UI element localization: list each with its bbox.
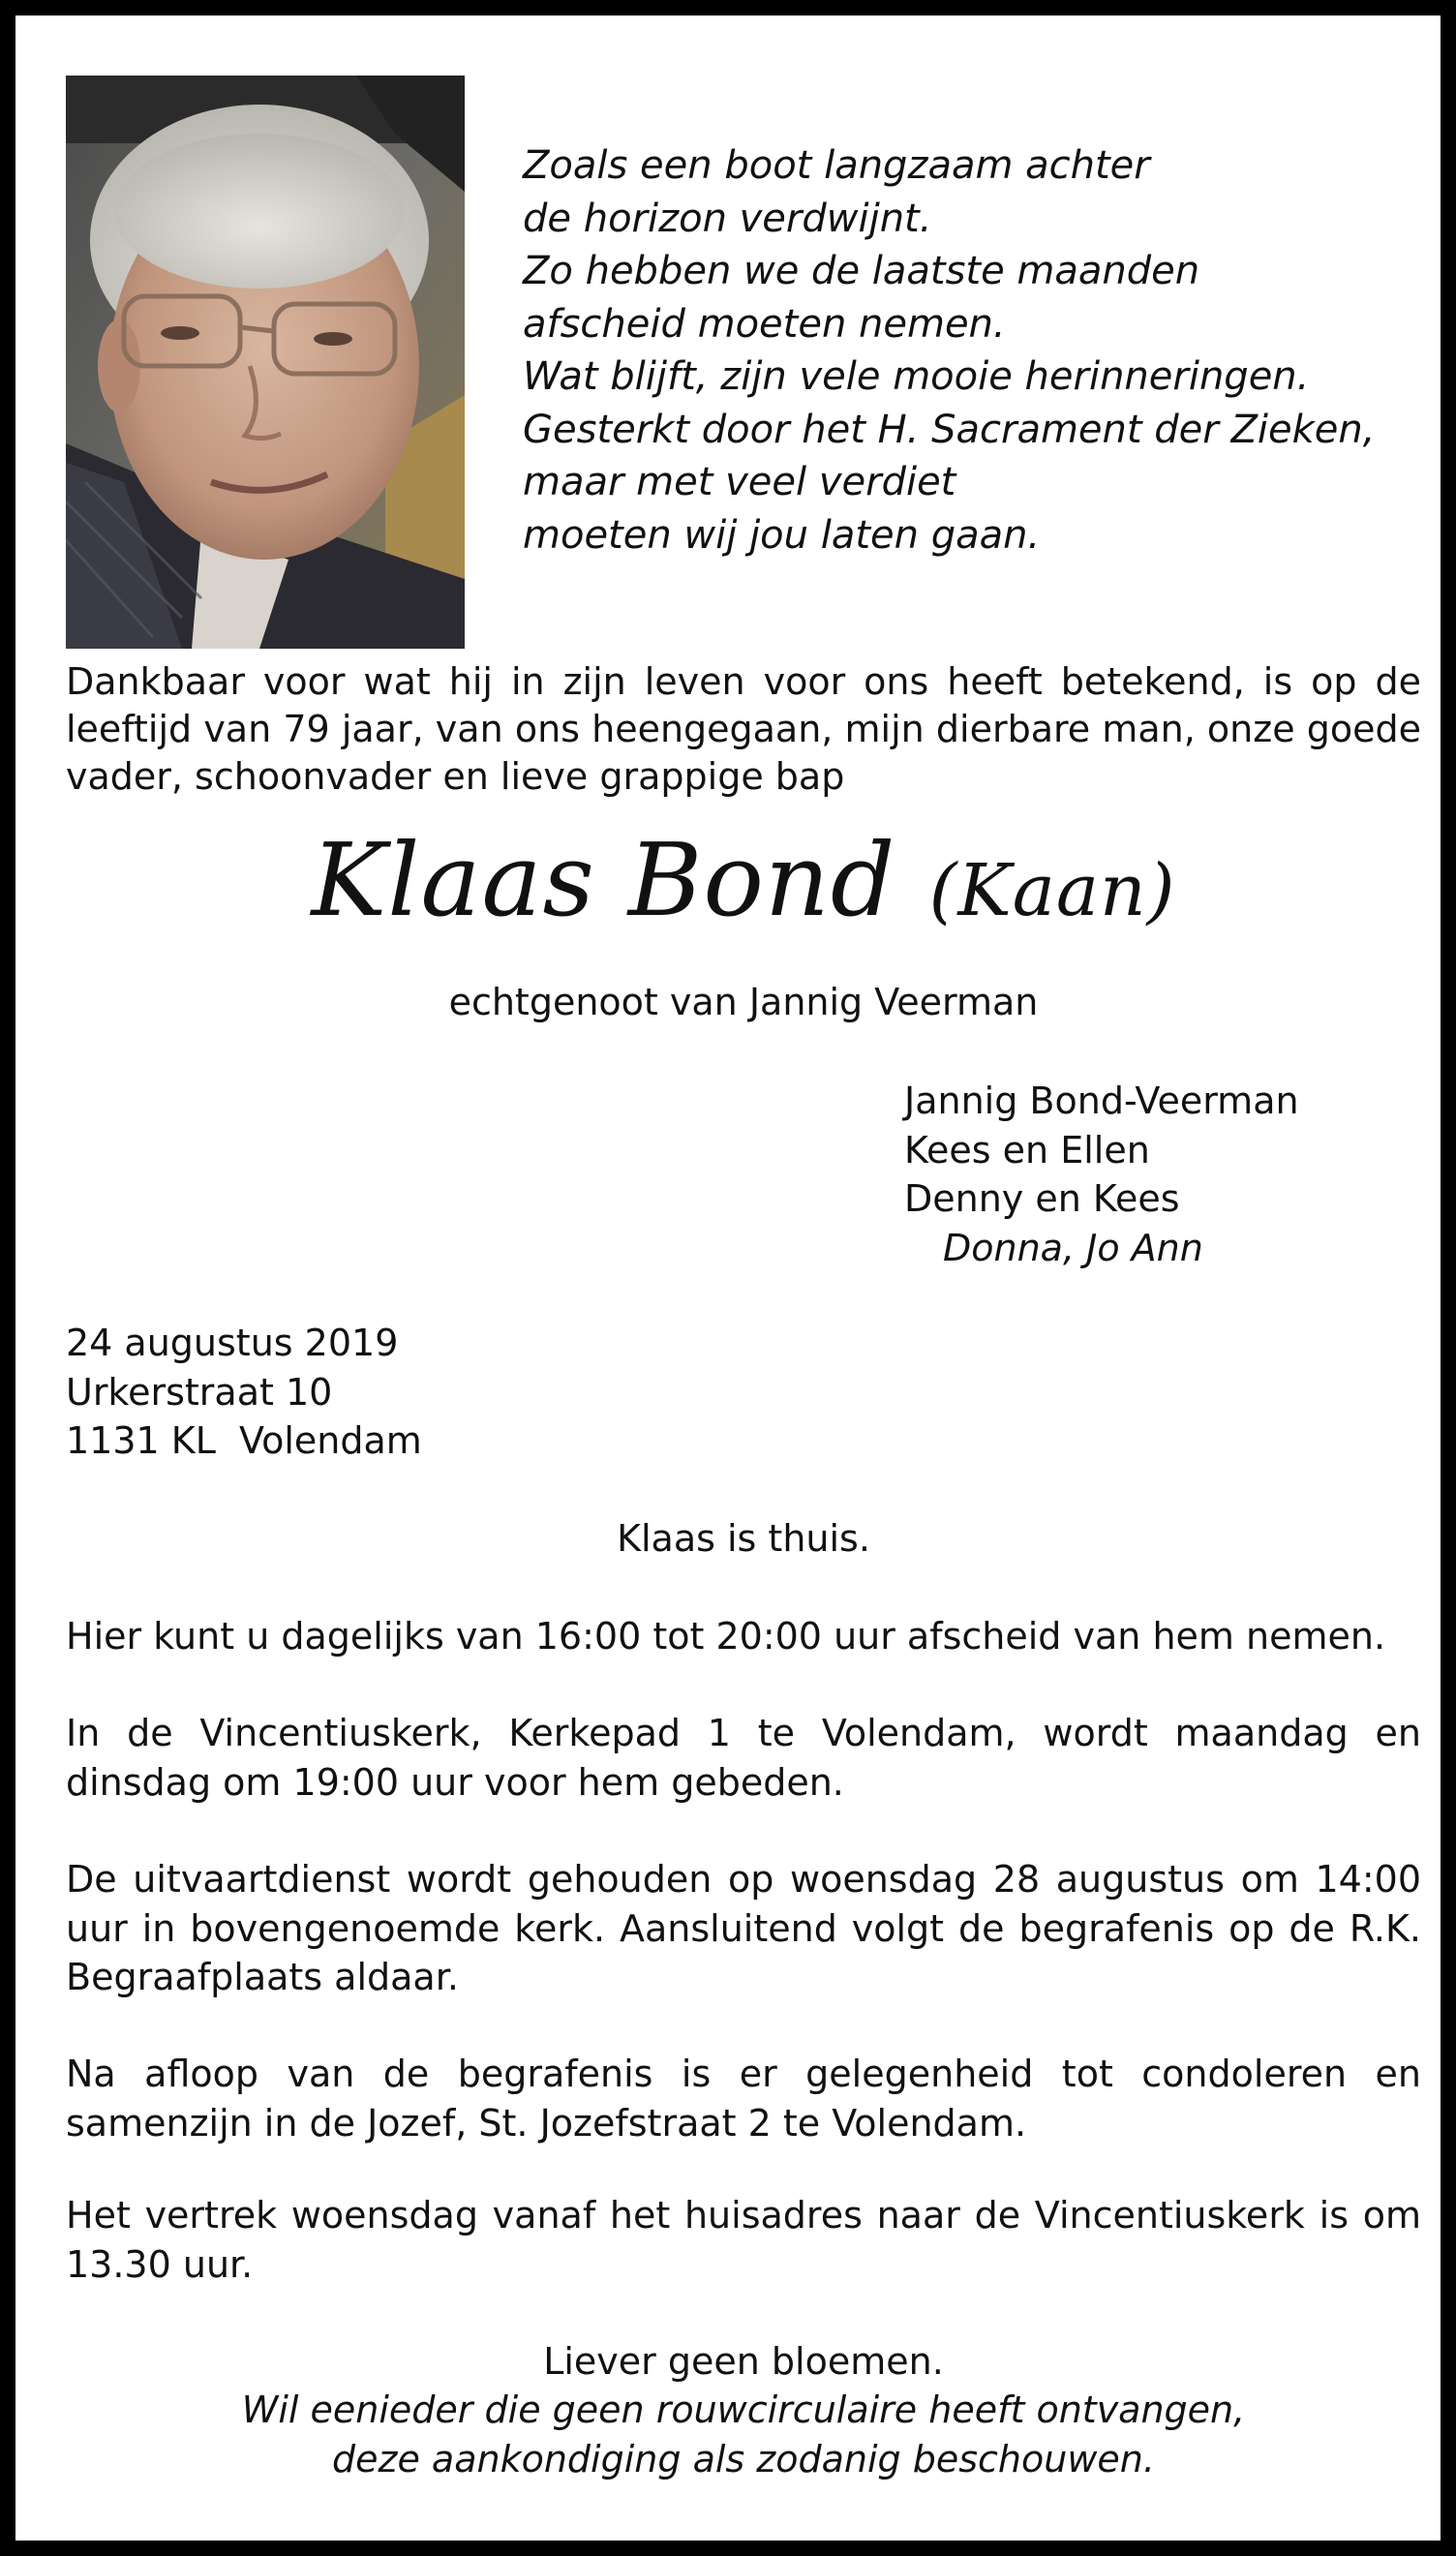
family-member: Jannig Bond-Veerman — [904, 1080, 1299, 1122]
funeral-notice: De uitvaartdienst wordt gehouden op woensdag 28 augustus om 14:00 uur in bovengenoemde kerk. Aansluitend volgt de begrafenis op de R.K. Begraafplaats aldaar. — [66, 1858, 1421, 1998]
deceased-nickname: (Kaan) — [928, 849, 1176, 932]
family-member: Kees en Ellen — [904, 1128, 1150, 1172]
prayer-notice: In de Vincentiuskerk, Kerkepad 1 te Volendam, wordt maandag en dinsdag om 19:00 uur voor hem gebeden. — [66, 1712, 1421, 1804]
address-street: Urkerstraat 10 — [66, 1370, 333, 1414]
at-home-notice: Klaas is thuis. — [617, 1517, 870, 1560]
poem-line: Gesterkt door het H. Sacrament der Zieken, — [523, 407, 1376, 452]
closing-line: Wil eenieder die geen rouwcirculaire heeft ontvangen, — [241, 2389, 1246, 2431]
deceased-full-name: Klaas Bond — [311, 821, 896, 939]
poem-line: de horizon verdwijnt. — [523, 196, 932, 241]
spouse-line: echtgenoot van Jannig Veerman — [448, 981, 1039, 1023]
poem-line: Zoals een boot langzaam achter — [523, 143, 1150, 188]
portrait-photo — [66, 76, 465, 649]
closing-note — [15, 2386, 1456, 2483]
grandchildren: Donna, Jo Ann — [943, 1226, 1203, 1269]
condolence-notice: Na afloop van de begrafenis is er gelegenheid tot condoleren en samenzijn in de Jozef, St. Jozefstraat 2 te Volendam. — [66, 2053, 1421, 2145]
announcement-date: 24 augustus 2019 — [66, 1322, 399, 1364]
deceased-name — [15, 817, 1456, 954]
family-list — [904, 1077, 1446, 1272]
family-member: Denny en Kees — [904, 1177, 1180, 1220]
poem-line: maar met veel verdiet — [523, 460, 956, 504]
intro-text: Dankbaar voor wat hij in zijn leven voor ons heeft betekend, is op de leeftijd van 79 jaar, van ons heengegaan, mijn dierbare man, onze goede vader, schoonvader en lieve grappige bap — [66, 660, 1421, 798]
poem-line: afscheid moeten nemen. — [523, 301, 1006, 347]
poem-line: Zo hebben we de laatste maanden — [523, 249, 1200, 293]
poem-line: moeten wij jou laten gaan. — [523, 512, 1041, 558]
poem-line: Wat blijft, zijn vele mooie herinneringen. — [523, 354, 1310, 399]
address-city: 1131 KL Volendam — [66, 1419, 422, 1462]
visiting-notice: Hier kunt u dagelijks van 16:00 tot 20:00 uur afscheid van hem nemen. — [66, 1615, 1386, 1658]
closing-line: deze aankondiging als zodanig beschouwen. — [332, 2437, 1155, 2480]
address-block — [66, 1319, 647, 1466]
departure-notice: Het vertrek woensdag vanaf het huisadres naar de Vincentiuskerk is om 13.30 uur. — [66, 2194, 1421, 2286]
flowers-notice: Liever geen bloemen. — [543, 2340, 944, 2383]
poem — [523, 139, 1433, 562]
